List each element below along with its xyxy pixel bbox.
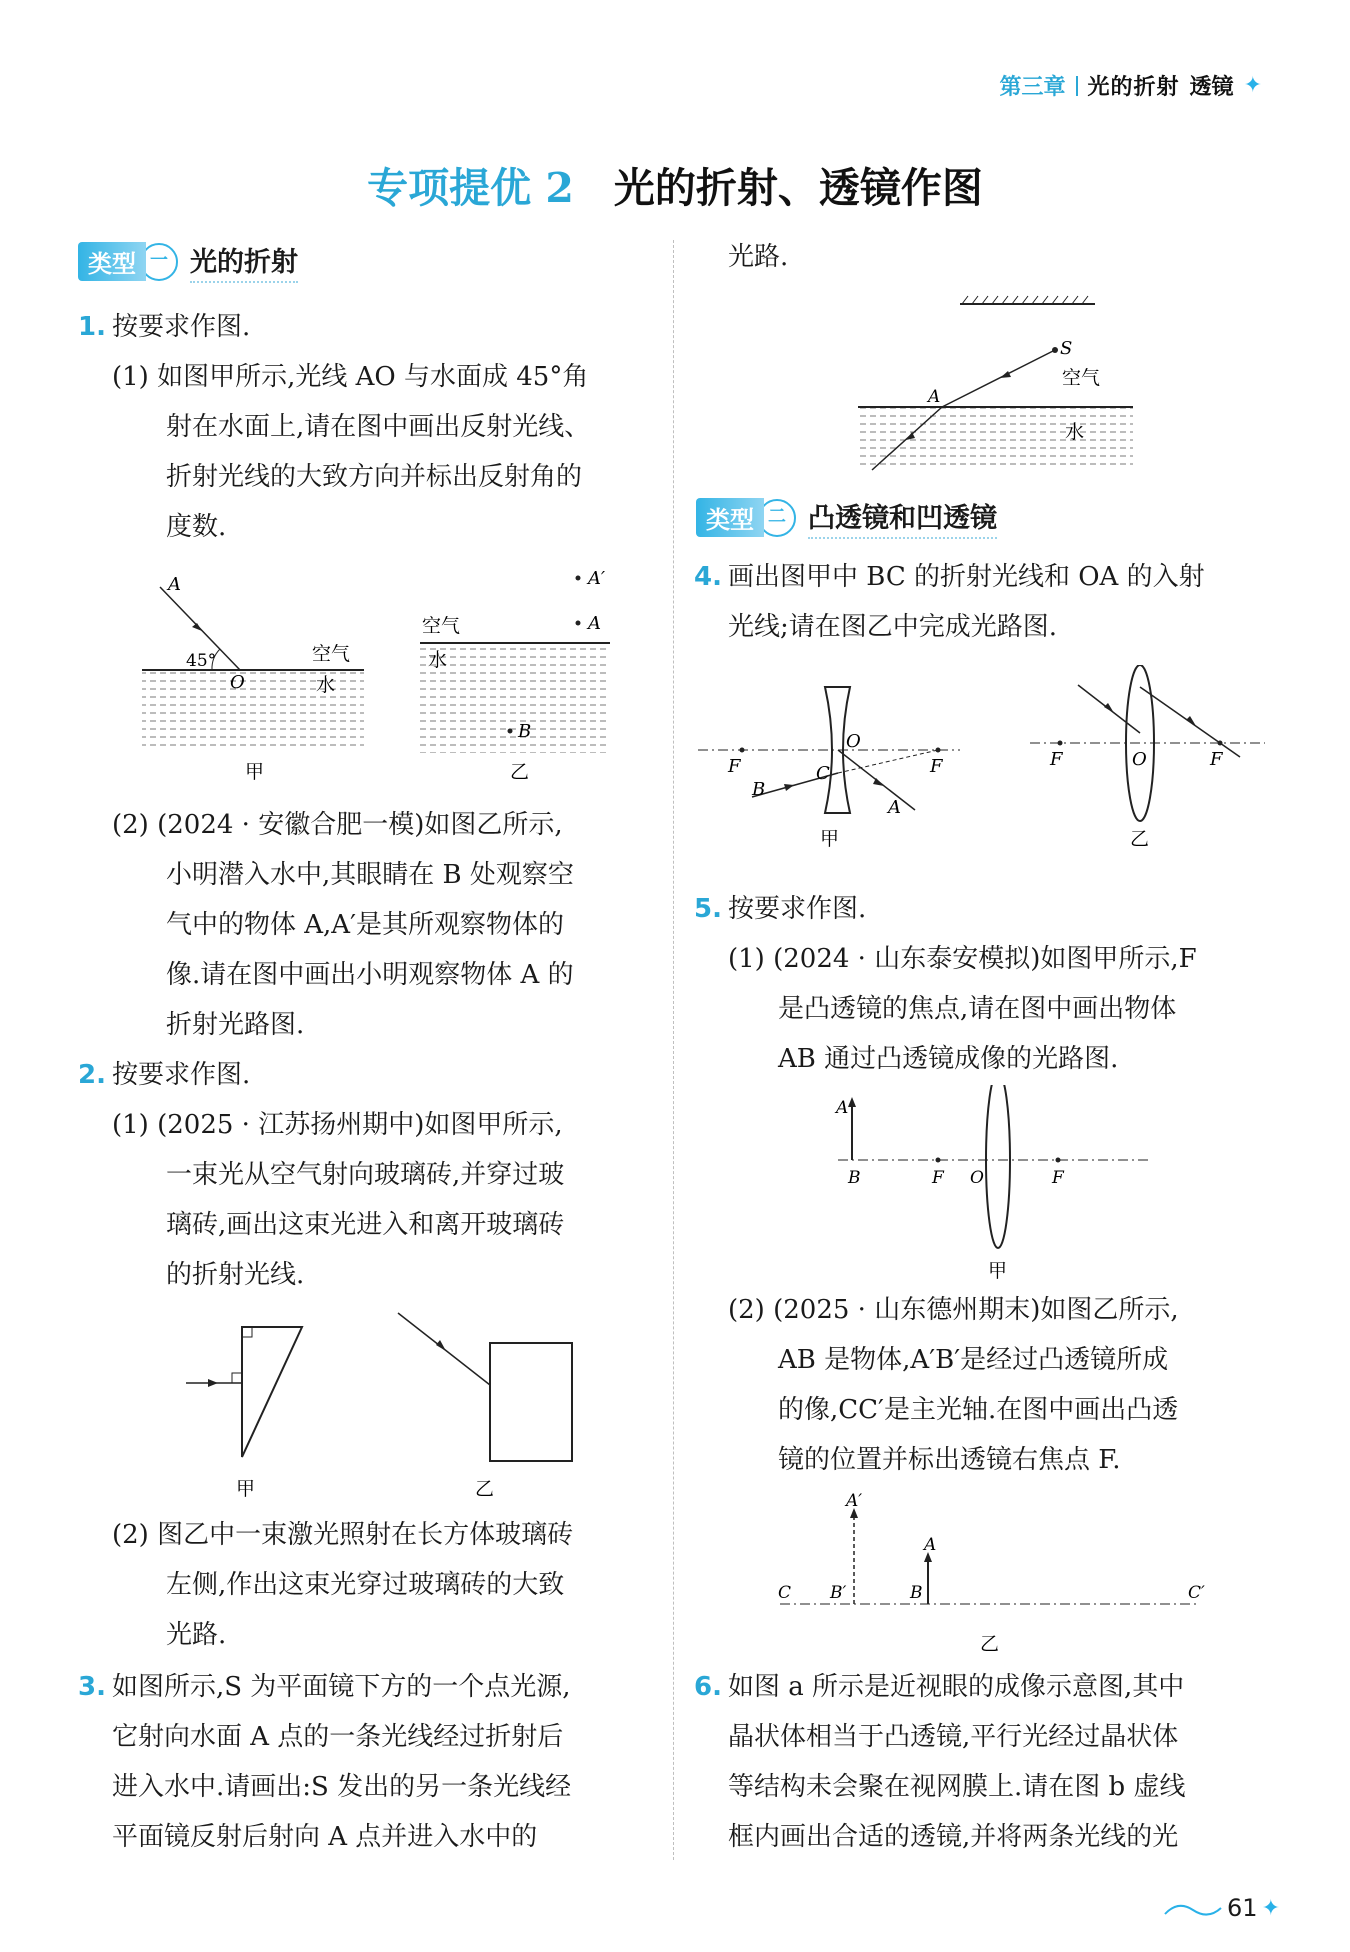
label-F3: F <box>1050 749 1063 770</box>
text-line: (2) (2024 · 安徽合肥一模)如图乙所示, <box>112 810 563 840</box>
ray-arrow <box>192 623 202 631</box>
text-line: 平面镜反射后射向 A 点并进入水中的 <box>112 1822 538 1852</box>
header-title-a: 光的折射 <box>1087 75 1180 100</box>
label-A: A <box>924 1535 937 1555</box>
text-line: 璃砖,画出这束光进入和离开玻璃砖 <box>166 1210 565 1240</box>
category-1-heading <box>78 240 298 283</box>
point-Aprime <box>576 576 581 581</box>
water-region <box>420 643 610 753</box>
text-line: 镜的位置并标出透镜右焦点 F. <box>778 1445 1121 1475</box>
category-number: 一 <box>140 243 178 281</box>
question-3 <box>78 1662 658 1862</box>
text-line: 气中的物体 A,A′是其所观察物体的 <box>166 910 564 940</box>
text-line: (1) (2024 · 山东泰安模拟)如图甲所示,F <box>728 944 1197 974</box>
label-F2: F <box>930 756 943 777</box>
label-O: O <box>230 672 245 693</box>
category-tag: 类型 <box>696 498 764 537</box>
header-title-b: 透镜 <box>1189 75 1234 100</box>
label-F1: F <box>728 756 741 777</box>
header-divider <box>1076 76 1078 96</box>
category-number: 二 <box>758 499 796 537</box>
figure-q3 <box>850 292 1140 482</box>
caption-jia: 甲 <box>245 761 265 783</box>
point-S <box>1052 347 1058 353</box>
sparkle-icon: ✦ <box>1261 1895 1280 1921</box>
caption-yi: 乙 <box>475 1478 495 1500</box>
label-air: 空气 <box>422 615 461 637</box>
q5-part2 <box>728 1285 1288 1485</box>
ray-arrow <box>1104 703 1114 713</box>
wave-icon <box>1163 1896 1223 1920</box>
q5-part1 <box>728 934 1288 1084</box>
text-line: 光线;请在图乙中完成光路图. <box>728 612 1058 642</box>
question-2 <box>78 1050 250 1100</box>
figure-q5-2 <box>770 1490 1210 1660</box>
point-A <box>576 621 581 626</box>
text-line: 它射向水面 A 点的一条光线经过折射后 <box>112 1722 564 1752</box>
question-6 <box>694 1662 1294 1862</box>
text-line: 等结构未会聚在视网膜上.请在图 b 虚线 <box>728 1772 1186 1802</box>
text-line: 射在水面上,请在图中画出反射光线、 <box>166 412 591 442</box>
question-text: 按要求作图. <box>727 894 867 924</box>
text-line: 左侧,作出这束光穿过玻璃砖的大致 <box>166 1570 565 1600</box>
label-F2: F <box>1052 1168 1064 1188</box>
caption-yi: 乙 <box>510 761 530 783</box>
focus-point <box>936 1158 941 1163</box>
caption-yi: 乙 <box>1130 828 1150 850</box>
text-line: AB 是物体,A′B′是经过凸透镜所成 <box>778 1345 1169 1375</box>
convex-lens <box>986 1085 1010 1248</box>
label-Aprime: A′ <box>846 1491 863 1511</box>
text-line: 框内画出合适的透镜,并将两条光线的光 <box>728 1822 1179 1852</box>
text-line: 的像,CC′是主光轴.在图中画出凸透 <box>778 1395 1179 1425</box>
text-line: (2) (2025 · 山东德州期末)如图乙所示, <box>728 1295 1179 1325</box>
category-2-heading <box>696 496 997 539</box>
question-text: 按要求作图. <box>111 312 251 342</box>
q2-part1 <box>112 1100 657 1300</box>
page-title <box>0 155 1350 214</box>
question-4 <box>694 552 1294 652</box>
label-B: B <box>518 721 532 742</box>
figure-q5-1 <box>830 1085 1160 1285</box>
sparkle-icon: ✦ <box>1243 73 1262 98</box>
label-O: O <box>846 731 861 752</box>
text-line: 如图所示,S 为平面镜下方的一个点光源, <box>111 1672 571 1702</box>
text-line: (1) (2025 · 江苏扬州期中)如图甲所示, <box>112 1110 563 1140</box>
focus-point <box>740 748 745 753</box>
label-A: A <box>836 1098 849 1118</box>
label-B: B <box>848 1168 861 1188</box>
category-label: 光的折射 <box>190 240 298 283</box>
label-S: S <box>1060 338 1073 359</box>
question-text: 按要求作图. <box>111 1060 251 1090</box>
glass-block <box>490 1343 572 1461</box>
label-F4: F <box>1210 749 1223 770</box>
figure-q1 <box>130 565 630 785</box>
ray-arrow <box>208 1379 218 1387</box>
label-air: 空气 <box>312 643 351 665</box>
text-line: 光路. <box>166 1620 227 1650</box>
question-5 <box>694 884 866 934</box>
text-line: 的折射光线. <box>166 1260 305 1290</box>
text-line: 小明潜入水中,其眼睛在 B 处观察空 <box>166 860 574 890</box>
label-A: A <box>588 613 601 634</box>
question-number: 1. <box>78 312 106 342</box>
incident-ray <box>942 350 1055 407</box>
question-1 <box>78 302 250 352</box>
caption-jia: 甲 <box>820 828 840 850</box>
ray-arrow <box>784 784 794 791</box>
question-number: 4. <box>694 562 722 592</box>
label-water: 水 <box>1065 421 1085 443</box>
glass-prism <box>242 1327 302 1457</box>
water-region <box>858 407 1133 467</box>
caption-jia: 甲 <box>988 1260 1008 1282</box>
text-line: 进入水中.请画出:S 发出的另一条光线经 <box>112 1772 572 1802</box>
label-Bprime: B′ <box>830 1583 847 1603</box>
running-header <box>1000 70 1262 101</box>
label-Aprime: A′ <box>588 568 606 589</box>
focus-point <box>1056 1158 1061 1163</box>
right-angle-mark <box>232 1373 242 1383</box>
column-divider <box>673 240 674 1860</box>
label-F1: F <box>932 1168 944 1188</box>
q1-part1 <box>112 352 657 552</box>
ray-arrow <box>436 1340 446 1351</box>
label-A: A <box>888 797 901 818</box>
question-number: 5. <box>694 894 722 924</box>
arrow-head <box>848 1097 856 1107</box>
label-C: C <box>816 763 830 784</box>
category-tag: 类型 <box>78 242 146 281</box>
label-O: O <box>970 1168 984 1188</box>
label-O2: O <box>1132 749 1147 770</box>
text-line: (2) 图乙中一束激光照射在长方体玻璃砖 <box>112 1520 574 1550</box>
focus-point <box>1058 741 1063 746</box>
label-A: A <box>928 387 941 407</box>
category-label: 凸透镜和凹透镜 <box>808 496 997 539</box>
label-B: B <box>752 779 766 800</box>
figure-q2 <box>180 1305 600 1505</box>
label-air: 空气 <box>1062 367 1101 389</box>
ray-arrow <box>1000 371 1011 378</box>
label-water: 水 <box>428 649 448 671</box>
question-number: 6. <box>694 1672 722 1702</box>
label-B: B <box>910 1583 923 1603</box>
text-line: 晶状体相当于凸透镜,平行光经过晶状体 <box>728 1722 1179 1752</box>
figure-q4 <box>690 665 1280 865</box>
text-line: AB 通过凸透镜成像的光路图. <box>778 1044 1119 1074</box>
label-C: C <box>778 1583 792 1603</box>
chapter-label: 第三章 <box>999 75 1066 100</box>
text-line: 像.请在图中画出小明观察物体 A 的 <box>166 960 574 990</box>
text-line: 度数. <box>166 512 227 542</box>
text-line: 折射光线的大致方向并标出反射角的 <box>166 462 583 492</box>
question-number: 2. <box>78 1060 106 1090</box>
text-line: (1) 如图甲所示,光线 AO 与水面成 45°角 <box>112 362 589 392</box>
title-main: 光的折射、透镜作图 <box>613 164 983 212</box>
page-number-area <box>1163 1894 1280 1922</box>
text-line: 画出图甲中 BC 的折射光线和 OA 的入射 <box>727 562 1205 592</box>
point-B <box>508 729 513 734</box>
right-angle-mark <box>242 1327 252 1337</box>
label-A: A <box>168 574 181 595</box>
text-line: 是凸透镜的焦点,请在图中画出物体 <box>778 994 1177 1024</box>
label-water: 水 <box>316 674 336 696</box>
caption-yi: 乙 <box>980 1633 1000 1655</box>
title-prefix: 专项提优 2 <box>367 164 574 212</box>
label-Cprime: C′ <box>1188 1583 1205 1603</box>
text-line: 如图 a 所示是近视眼的成像示意图,其中 <box>727 1672 1185 1702</box>
q2-part2 <box>112 1510 657 1660</box>
question-number: 3. <box>78 1672 106 1702</box>
label-angle: 45° <box>186 651 217 671</box>
text-line: 折射光路图. <box>166 1010 305 1040</box>
text-line: 一束光从空气射向玻璃砖,并穿过玻 <box>166 1160 565 1190</box>
q1-part2 <box>112 800 657 1050</box>
page-number: 61 <box>1227 1894 1258 1922</box>
caption-jia: 甲 <box>236 1478 256 1500</box>
q3-continuation: 光路. <box>728 242 789 272</box>
